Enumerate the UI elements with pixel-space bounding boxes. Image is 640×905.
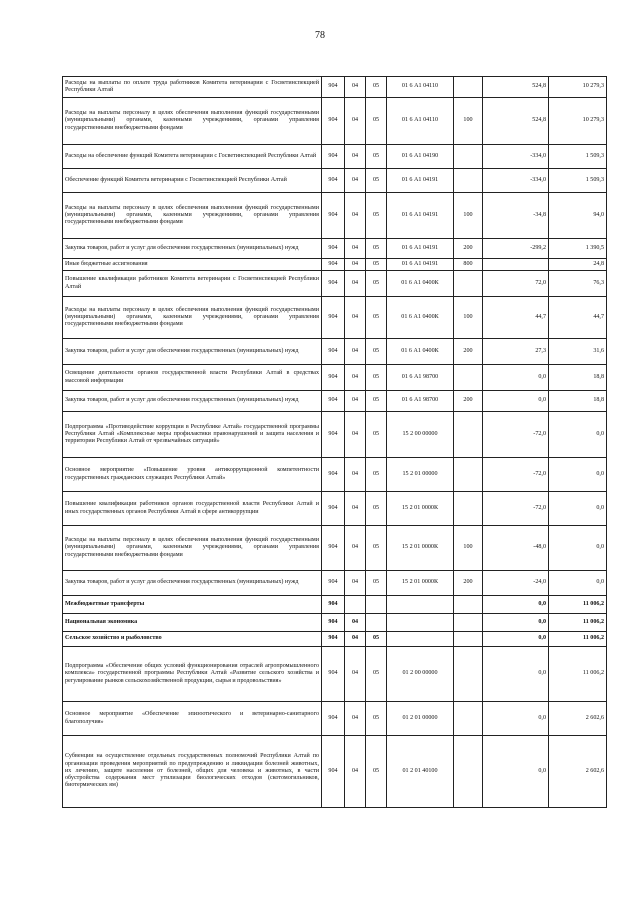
row-code-cell: 904: [322, 492, 345, 526]
row-code-cell: 904: [322, 365, 345, 391]
table-row: [63, 458, 607, 492]
row-target-article-cell: 15 2 01 0000К: [387, 571, 454, 596]
row-section-cell: 04: [345, 145, 366, 169]
row-code-cell: 904: [322, 297, 345, 339]
row-total-amount-cell: 31,6: [549, 339, 607, 365]
row-target-article-cell: 15 2 01 0000К: [387, 526, 454, 571]
row-total-amount-cell: 11 006,2: [549, 596, 607, 614]
row-target-article-cell: [387, 596, 454, 614]
row-subsection-cell: 05: [366, 297, 387, 339]
row-expense-type-cell: 200: [454, 391, 483, 412]
row-code-cell: 904: [322, 193, 345, 239]
row-expense-type-cell: [454, 736, 483, 808]
row-code-cell: 904: [322, 571, 345, 596]
row-subsection-cell: 05: [366, 492, 387, 526]
budget-table-body: [63, 77, 607, 808]
row-code-cell: 904: [322, 169, 345, 193]
row-section-cell: 04: [345, 571, 366, 596]
table-row: [63, 632, 607, 647]
row-change-amount-cell: 0,0: [483, 702, 549, 736]
row-code-cell: 904: [322, 632, 345, 647]
table-row: [63, 98, 607, 145]
row-subsection-cell: 05: [366, 526, 387, 571]
row-target-article-cell: 01 6 А1 0400К: [387, 271, 454, 297]
row-expense-type-cell: 200: [454, 339, 483, 365]
row-target-article-cell: 15 2 00 00000: [387, 412, 454, 458]
row-total-amount-cell: 1 509,3: [549, 145, 607, 169]
row-expense-type-cell: [454, 145, 483, 169]
row-subsection-cell: 05: [366, 271, 387, 297]
row-name-cell: Сельское хозяйство и рыболовство: [63, 632, 322, 647]
table-row: [63, 702, 607, 736]
row-code-cell: 904: [322, 647, 345, 702]
row-subsection-cell: 05: [366, 339, 387, 365]
row-section-cell: 04: [345, 702, 366, 736]
row-total-amount-cell: 1 509,3: [549, 169, 607, 193]
row-code-cell: 904: [322, 736, 345, 808]
row-name-cell: Закупка товаров, работ и услуг для обеспечения государственных (муниципальных) нужд: [63, 571, 322, 596]
row-section-cell: 04: [345, 458, 366, 492]
row-section-cell: 04: [345, 239, 366, 259]
row-expense-type-cell: [454, 365, 483, 391]
table-row: [63, 492, 607, 526]
row-section-cell: 04: [345, 193, 366, 239]
row-target-article-cell: 01 6 А1 04191: [387, 239, 454, 259]
row-change-amount-cell: 0,0: [483, 736, 549, 808]
row-expense-type-cell: 100: [454, 297, 483, 339]
row-total-amount-cell: 1 390,5: [549, 239, 607, 259]
row-change-amount-cell: -48,0: [483, 526, 549, 571]
row-subsection-cell: 05: [366, 647, 387, 702]
row-section-cell: 04: [345, 614, 366, 632]
row-change-amount-cell: 0,0: [483, 391, 549, 412]
table-row: [63, 614, 607, 632]
row-expense-type-cell: [454, 169, 483, 193]
row-expense-type-cell: [454, 614, 483, 632]
row-target-article-cell: 01 6 А1 98700: [387, 365, 454, 391]
row-name-cell: Закупка товаров, работ и услуг для обеспечения государственных (муниципальных) нужд: [63, 239, 322, 259]
row-total-amount-cell: 2 602,6: [549, 736, 607, 808]
row-name-cell: Обеспечение функций Комитета ветеринарии с Госветинспекцией Республики Алтай: [63, 169, 322, 193]
row-total-amount-cell: 0,0: [549, 571, 607, 596]
row-expense-type-cell: [454, 492, 483, 526]
row-target-article-cell: 15 2 01 0000К: [387, 492, 454, 526]
row-subsection-cell: 05: [366, 458, 387, 492]
row-name-cell: Закупка товаров, работ и услуг для обеспечения государственных (муниципальных) нужд: [63, 391, 322, 412]
row-total-amount-cell: 0,0: [549, 412, 607, 458]
row-section-cell: 04: [345, 297, 366, 339]
page-number: 78: [315, 30, 325, 41]
row-expense-type-cell: 800: [454, 259, 483, 271]
row-subsection-cell: 05: [366, 239, 387, 259]
row-section-cell: 04: [345, 526, 366, 571]
row-name-cell: Субвенции на осуществление отдельных государственных полномочий Республики Алтай по организации проведения мероприятий по предупреждению и ликвидации болезней животных, их лечению, защите населения от болезней, общих для человека и животных, в части обустройства содержания мест утилизации биологических отходов (скотомогильников, биотермических ям): [63, 736, 322, 808]
row-subsection-cell: 05: [366, 736, 387, 808]
row-subsection-cell: 05: [366, 77, 387, 98]
row-change-amount-cell: [483, 259, 549, 271]
row-change-amount-cell: 44,7: [483, 297, 549, 339]
row-code-cell: 904: [322, 77, 345, 98]
row-change-amount-cell: -72,0: [483, 412, 549, 458]
table-row: [63, 391, 607, 412]
row-change-amount-cell: 524,8: [483, 98, 549, 145]
row-total-amount-cell: 24,8: [549, 259, 607, 271]
row-target-article-cell: 01 6 А1 04110: [387, 77, 454, 98]
row-code-cell: 904: [322, 98, 345, 145]
row-code-cell: 904: [322, 271, 345, 297]
row-section-cell: 04: [345, 736, 366, 808]
row-code-cell: 904: [322, 259, 345, 271]
row-section-cell: 04: [345, 169, 366, 193]
row-total-amount-cell: 0,0: [549, 492, 607, 526]
row-target-article-cell: 01 2 01 40100: [387, 736, 454, 808]
row-name-cell: Расходы на выплаты персоналу в целях обеспечения выполнения функций государственными (муниципальными) органами, казенными учреждениями, органами управления государственными внебюджетными фондами: [63, 98, 322, 145]
row-expense-type-cell: 100: [454, 193, 483, 239]
row-subsection-cell: 05: [366, 702, 387, 736]
row-subsection-cell: 05: [366, 193, 387, 239]
row-expense-type-cell: [454, 632, 483, 647]
row-subsection-cell: 05: [366, 98, 387, 145]
row-total-amount-cell: 2 602,6: [549, 702, 607, 736]
row-change-amount-cell: -299,2: [483, 239, 549, 259]
row-change-amount-cell: 0,0: [483, 632, 549, 647]
row-subsection-cell: 05: [366, 169, 387, 193]
row-expense-type-cell: [454, 596, 483, 614]
row-expense-type-cell: [454, 702, 483, 736]
table-row: [63, 339, 607, 365]
row-total-amount-cell: 0,0: [549, 458, 607, 492]
row-name-cell: Повышение квалификации работников Комитета ветеринарии с Госветинспекцией Республики Алтай: [63, 271, 322, 297]
row-target-article-cell: 01 6 А1 0400К: [387, 297, 454, 339]
row-section-cell: [345, 596, 366, 614]
row-expense-type-cell: 200: [454, 571, 483, 596]
row-subsection-cell: [366, 596, 387, 614]
row-section-cell: 04: [345, 98, 366, 145]
row-target-article-cell: 01 6 А1 04191: [387, 193, 454, 239]
table-row: [63, 596, 607, 614]
row-target-article-cell: [387, 614, 454, 632]
row-name-cell: Расходы на выплаты персоналу в целях обеспечения выполнения функций государственными (муниципальными) органами, казенными учреждениями, органами управления государственными внебюджетными фондами: [63, 297, 322, 339]
table-row: [63, 736, 607, 808]
row-subsection-cell: 05: [366, 632, 387, 647]
row-code-cell: 904: [322, 391, 345, 412]
row-section-cell: 04: [345, 492, 366, 526]
row-name-cell: Расходы на выплаты по оплате труда работников Комитета ветеринарии с Госветинспекцией Республики Алтай: [63, 77, 322, 98]
row-expense-type-cell: [454, 412, 483, 458]
budget-table: [62, 76, 607, 808]
table-row: [63, 145, 607, 169]
row-code-cell: 904: [322, 526, 345, 571]
row-section-cell: 04: [345, 259, 366, 271]
row-code-cell: 904: [322, 614, 345, 632]
row-code-cell: 904: [322, 339, 345, 365]
row-total-amount-cell: 11 006,2: [549, 632, 607, 647]
row-name-cell: Национальная экономика: [63, 614, 322, 632]
row-name-cell: Основное мероприятие «Обеспечение эпизоотического и ветеринарно-санитарного благополучия»: [63, 702, 322, 736]
row-section-cell: 04: [345, 365, 366, 391]
row-expense-type-cell: 100: [454, 98, 483, 145]
row-expense-type-cell: 200: [454, 239, 483, 259]
row-expense-type-cell: [454, 77, 483, 98]
row-expense-type-cell: 100: [454, 526, 483, 571]
table-row: [63, 169, 607, 193]
table-row: [63, 239, 607, 259]
row-name-cell: Подпрограмма «Обеспечение общих условий функционирования отраслей агропромышленного комплекса» государственной программы Республики Алтай «Развитие сельского хозяйства и регулирование рынков сельскохозяйственной продукции, сырья и продовольствия»: [63, 647, 322, 702]
row-expense-type-cell: [454, 271, 483, 297]
row-change-amount-cell: 524,8: [483, 77, 549, 98]
row-name-cell: Освещение деятельности органов государственной власти Республики Алтай в средствах массовой информации: [63, 365, 322, 391]
row-change-amount-cell: -34,8: [483, 193, 549, 239]
row-target-article-cell: 01 6 А1 04191: [387, 169, 454, 193]
row-change-amount-cell: -334,0: [483, 169, 549, 193]
row-name-cell: Расходы на выплаты персоналу в целях обеспечения выполнения функций государственными (муниципальными) органами, казенными учреждениями, органами управления государственными внебюджетными фондами: [63, 526, 322, 571]
row-name-cell: Повышение квалификации работников органов государственной власти Республики Алтай и иных государственных органов Республики Алтай в сфере антикоррупции: [63, 492, 322, 526]
row-name-cell: Расходы на выплаты персоналу в целях обеспечения выполнения функций государственными (муниципальными) органами, казенными учреждениями, органами управления государственными внебюджетными фондами: [63, 193, 322, 239]
row-target-article-cell: 01 6 А1 0400К: [387, 339, 454, 365]
row-target-article-cell: 01 6 А1 04190: [387, 145, 454, 169]
row-expense-type-cell: [454, 647, 483, 702]
row-total-amount-cell: 94,0: [549, 193, 607, 239]
row-total-amount-cell: 10 279,3: [549, 77, 607, 98]
row-total-amount-cell: 10 279,3: [549, 98, 607, 145]
row-subsection-cell: 05: [366, 391, 387, 412]
table-row: [63, 647, 607, 702]
table-row: [63, 193, 607, 239]
row-change-amount-cell: -72,0: [483, 458, 549, 492]
table-row: [63, 271, 607, 297]
row-code-cell: 904: [322, 596, 345, 614]
row-change-amount-cell: -334,0: [483, 145, 549, 169]
row-target-article-cell: 01 2 01 00000: [387, 702, 454, 736]
row-code-cell: 904: [322, 458, 345, 492]
row-total-amount-cell: 0,0: [549, 526, 607, 571]
row-change-amount-cell: 27,3: [483, 339, 549, 365]
row-change-amount-cell: 72,0: [483, 271, 549, 297]
row-change-amount-cell: -72,0: [483, 492, 549, 526]
table-row: [63, 526, 607, 571]
row-code-cell: 904: [322, 702, 345, 736]
row-subsection-cell: 05: [366, 412, 387, 458]
table-row: [63, 412, 607, 458]
row-change-amount-cell: 0,0: [483, 647, 549, 702]
row-total-amount-cell: 18,8: [549, 365, 607, 391]
row-code-cell: 904: [322, 239, 345, 259]
row-name-cell: Расходы на обеспечение функций Комитета ветеринарии с Госветинспекцией Республики Алтай: [63, 145, 322, 169]
row-total-amount-cell: 76,3: [549, 271, 607, 297]
table-row: [63, 571, 607, 596]
row-section-cell: 04: [345, 391, 366, 412]
row-section-cell: 04: [345, 412, 366, 458]
row-change-amount-cell: 0,0: [483, 596, 549, 614]
row-section-cell: 04: [345, 77, 366, 98]
row-target-article-cell: 01 2 00 00000: [387, 647, 454, 702]
row-target-article-cell: [387, 632, 454, 647]
table-row: [63, 77, 607, 98]
row-target-article-cell: 15 2 01 00000: [387, 458, 454, 492]
row-total-amount-cell: 44,7: [549, 297, 607, 339]
row-code-cell: 904: [322, 412, 345, 458]
row-expense-type-cell: [454, 458, 483, 492]
row-change-amount-cell: -24,0: [483, 571, 549, 596]
row-name-cell: Иные бюджетные ассигнования: [63, 259, 322, 271]
row-subsection-cell: 05: [366, 365, 387, 391]
row-subsection-cell: [366, 614, 387, 632]
row-target-article-cell: 01 6 А1 04191: [387, 259, 454, 271]
row-change-amount-cell: 0,0: [483, 365, 549, 391]
row-section-cell: 04: [345, 647, 366, 702]
row-target-article-cell: 01 6 А1 98700: [387, 391, 454, 412]
row-target-article-cell: 01 6 А1 04110: [387, 98, 454, 145]
row-subsection-cell: 05: [366, 145, 387, 169]
row-name-cell: Основное мероприятие «Повышение уровня антикоррупционной компетентности государственных гражданских служащих Республики Алтай»: [63, 458, 322, 492]
row-total-amount-cell: 11 006,2: [549, 614, 607, 632]
row-section-cell: 04: [345, 339, 366, 365]
row-section-cell: 04: [345, 632, 366, 647]
row-code-cell: 904: [322, 145, 345, 169]
table-row: [63, 365, 607, 391]
row-name-cell: Подпрограмма «Противодействие коррупции в Республике Алтай» государственной программы Республики Алтай «Комплексные меры профилактики правонарушений и защита населения и территории Республики Алтай от чрезвычайных ситуаций»: [63, 412, 322, 458]
row-section-cell: 04: [345, 271, 366, 297]
table-row: [63, 297, 607, 339]
row-name-cell: Межбюджетные трансферты: [63, 596, 322, 614]
row-name-cell: Закупка товаров, работ и услуг для обеспечения государственных (муниципальных) нужд: [63, 339, 322, 365]
row-total-amount-cell: 11 006,2: [549, 647, 607, 702]
row-change-amount-cell: 0,0: [483, 614, 549, 632]
row-total-amount-cell: 18,8: [549, 391, 607, 412]
row-subsection-cell: 05: [366, 571, 387, 596]
table-row: [63, 259, 607, 271]
row-subsection-cell: 05: [366, 259, 387, 271]
